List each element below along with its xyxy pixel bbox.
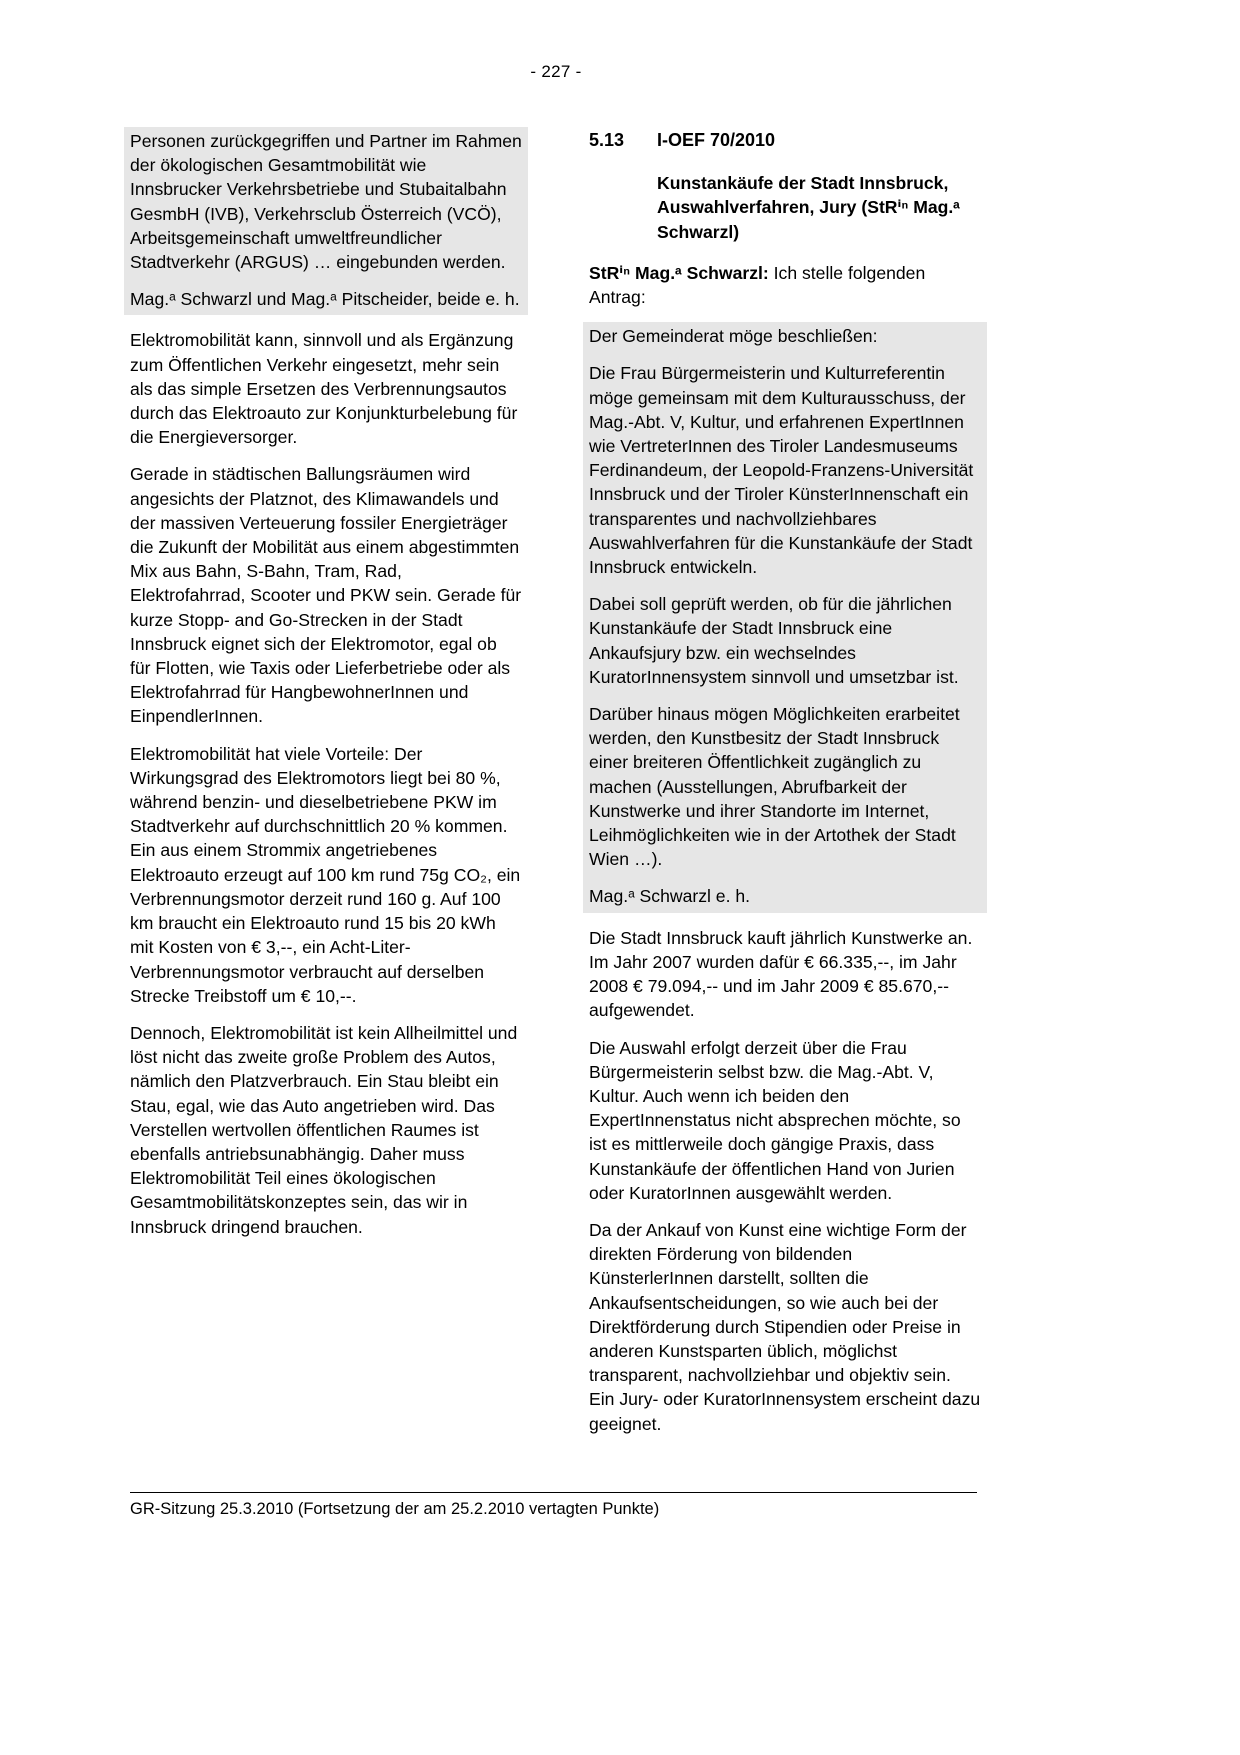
footer-text: GR-Sitzung 25.3.2010 (Fortsetzung der am 25.2.2010 vertagten Punkte) xyxy=(130,1500,660,1518)
motion-paragraph: Die Frau Bürgermeisterin und Kulturreferentin möge gemeinsam mit dem Kulturausschuss, der Mag.-Abt. V, Kultur, und erfahrenen ExpertInnen wie VertreterInnen des Tiroler Landesmuseums Ferdinandeum, der Leopold-Franzens-Universität Innsbruck und der Tiroler KünsterInnenschaft ein transparentes und nachvollziehbares Auswahlverfahren für die Kunstankäufe der Stadt Innsbruck entwickeln. xyxy=(589,363,974,578)
speaker-intro-text: Ich stelle folgenden Antrag: xyxy=(589,262,926,308)
signature-line: Mag.ᵃ Schwarzl und Mag.ᵃ Pitscheider, beide e. h. xyxy=(130,289,520,310)
left-highlight-block xyxy=(124,127,528,315)
page-number: - 227 - xyxy=(530,62,582,81)
paragraph: Personen zurückgegriffen und Partner im Rahmen der ökologischen Gesamtmobilität wie Innsbrucker Verkehrsbetriebe und Stubaitalbahn GesmbH (IVB), Verkehrsclub Österreich (VCÖ), Arbeitsgemeinschaft umweltfreundlicher Stadtverkehr (ARGUS) … eingebunden werden. xyxy=(130,131,522,273)
speaker-name: StRⁱⁿ Mag.ᵃ Schwarzl: xyxy=(589,262,769,283)
paragraph: Dennoch, Elektromobilität ist kein Allheilmittel und löst nicht das zweite große Problem des Autos, nämlich den Platzverbrauch. Ein Stau bleibt ein Stau, egal, wie das Auto angetrieben wird. Das Verstellen wertvollen öffentlichen Raumes ist ebenfalls antriebsunabhängig. Daher muss Elektromobilität Teil eines ökologischen Gesamtmobilitätskonzeptes sein, das wir in Innsbruck dringend brauchen. xyxy=(130,1022,518,1237)
left-column xyxy=(130,127,522,1252)
motion-signature: Mag.ᵃ Schwarzl e. h. xyxy=(589,886,751,907)
page-footer xyxy=(130,1492,977,1519)
paragraph: Da der Ankauf von Kunst eine wichtige Form der direkten Förderung von bildenden KünsterlerInnen darstellt, sollten die Ankaufsentscheidungen, so wie auch bei der Direktförderung durch Stipendien oder Preise in anderen Kunstsparten üblich, möglichst transparent, nachvollziehbar und objektiv sein. Ein Jury- oder KuratorInnensystem erscheint dazu geeignet. xyxy=(589,1219,981,1434)
paragraph: Elektromobilität kann, sinnvoll und als Ergänzung zum Öffentlichen Verkehr eingesetzt, mehr sein als das simple Ersetzen des Verbrennungsautos durch das Elektroauto zur Konjunkturbelebung für die Energieversorger. xyxy=(130,330,518,448)
paragraph: Die Stadt Innsbruck kauft jährlich Kunstwerke an. Im Jahr 2007 wurden dafür € 66.335,--, im Jahr 2008 € 79.094,-- und im Jahr 2009 € 85.670,-- aufgewendet. xyxy=(589,927,973,1021)
paragraph: Gerade in städtischen Ballungsräumen wird angesichts der Platznot, des Klimawandels und der massiven Verteuerung fossiler Energieträger die Zukunft der Mobilität aus einem abgestimmten Mix aus Bahn, S-Bahn, Tram, Rad, Elektrofahrrad, Scooter und PKW sein. Gerade für kurze Stopp- and Go-Strecken in der Stadt Innsbruck eignet sich der Elektromotor, egal ob für Flotten, wie Taxis oder Lieferbetriebe oder als Elektrofahrrad für HangbewohnerInnen und EinpendlerInnen. xyxy=(130,464,522,727)
speaker-intro xyxy=(589,261,981,309)
paragraph: Die Auswahl erfolgt derzeit über die Frau Bürgermeisterin selbst bzw. die Mag.-Abt. V, Kultur. Auch wenn ich beiden den ExpertInnenstatus nicht absprechen möchte, so ist es mittlerweile doch gängige Praxis, dass Kunstankäufe der öffentlichen Hand von Jurien oder KuratorInnen ausgewählt werden. xyxy=(589,1037,961,1203)
right-column xyxy=(589,127,981,1449)
motion-paragraph: Dabei soll geprüft werden, ob für die jährlichen Kunstankäufe der Stadt Innsbruck eine Ankaufsjury bzw. ein wechselndes KuratorInnensystem sinnvoll und umsetzbar ist. xyxy=(589,594,959,687)
motion-highlight-block xyxy=(583,322,987,912)
paragraph: Elektromobilität hat viele Vorteile: Der Wirkungsgrad des Elektromotors liegt bei 80 %, während benzin- und dieselbetriebene PKW im Stadtverkehr auf durchschnittlich 20 % kommen. Ein aus einem Strommix angetriebenes Elektroauto erzeugt auf 100 km rund 75g CO₂, ein Verbrennungsmotor derzeit rund 160 g. Auf 100 km braucht ein Elektroauto rund 15 bis 20 kWh mit Kosten von € 3,--, ein Acht-Liter-Verbrennungsmotor verbraucht auf derselben Strecke Treibstoff um € 10,--. xyxy=(130,743,521,1006)
two-column-layout xyxy=(130,127,982,1449)
motion-lead: Der Gemeinderat möge beschließen: xyxy=(589,326,878,347)
motion-paragraph: Darüber hinaus mögen Möglichkeiten erarbeitet werden, den Kunstbesitz der Stadt Innsbruck einer breiteren Öffentlichkeit zugänglich zu machen (Ausstellungen, Abrufbarkeit der Kunstwerke und ihrer Standorte im Internet, Leihmöglichkeiten wie in der Artothek der Stadt Wien …). xyxy=(589,704,960,870)
section-heading xyxy=(589,128,981,152)
section-title: Kunstankäufe der Stadt Innsbruck, Auswahlverfahren, Jury (StRⁱⁿ Mag.ᵃ Schwarzl) xyxy=(657,173,960,242)
section-number: 5.13 xyxy=(589,130,625,150)
section-id: I-OEF 70/2010 xyxy=(657,130,776,150)
